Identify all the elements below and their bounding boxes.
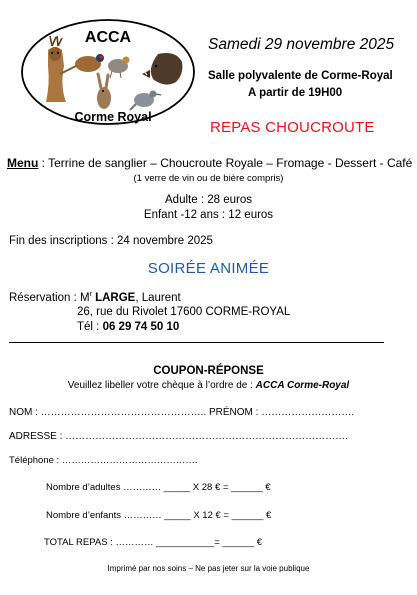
event-time: A partir de 19H00 bbox=[248, 87, 343, 99]
menu-label: Menu bbox=[7, 156, 39, 170]
event-venue: Salle polyvalente de Corme-Royal bbox=[208, 70, 393, 82]
field-adults-count[interactable]: Nombre d’adultes ………… _____ X 28 € = ______ € bbox=[46, 482, 271, 493]
logo-title: ACCA bbox=[84, 29, 132, 46]
soiree-heading: SOIRÉE ANIMÉE bbox=[147, 260, 270, 277]
field-telephone[interactable]: Téléphone : ……………………………………. bbox=[9, 455, 198, 466]
menu-line bbox=[7, 156, 412, 170]
reservation-name: LARGE bbox=[95, 291, 136, 304]
reservation-address: 26, rue du Rivolet 17600 CORME-ROYAL bbox=[77, 306, 291, 318]
registration-deadline: Fin des inscriptions : 24 novembre 2025 bbox=[9, 235, 213, 247]
reservation-first-name: , Laurent bbox=[135, 291, 181, 304]
event-date: Samedi 29 novembre 2025 bbox=[208, 36, 395, 53]
menu-note: (1 verre de vin ou de bière compris) bbox=[133, 173, 284, 184]
reservation-phone-line bbox=[77, 321, 179, 333]
event-title: REPAS CHOUCROUTE bbox=[210, 119, 375, 136]
child-price: Enfant -12 ans : 12 euros bbox=[143, 209, 274, 221]
adult-price: Adulte : 28 euros bbox=[165, 194, 252, 206]
reservation-contact bbox=[9, 291, 181, 304]
cheque-instruction bbox=[0, 380, 417, 391]
field-total[interactable]: TOTAL REPAS : ………… ___________= ______ € bbox=[44, 537, 263, 548]
reservation-superscript: r bbox=[89, 291, 92, 298]
phone-label: Tél : bbox=[77, 321, 103, 333]
menu-items: : Terrine de sanglier – Choucroute Royale – Fromage - Dessert - Café bbox=[38, 156, 413, 170]
phone-number: 06 29 74 50 10 bbox=[102, 321, 180, 333]
field-children-count[interactable]: Nombre d’enfants ………… _____ X 12 € = ______ € bbox=[46, 510, 272, 521]
field-adresse[interactable]: ADRESSE : …………………………………………………………………………. bbox=[9, 431, 348, 442]
cheque-prefix: Veuillez libeller votre chèque à l’ordre de : bbox=[67, 380, 256, 391]
logo-subtitle: Corme Royal bbox=[74, 110, 152, 124]
cut-line bbox=[9, 342, 384, 343]
field-nom-prenom[interactable]: NOM : ………………………………………….. PRÉNOM : ………………………. bbox=[9, 407, 355, 418]
acca-logo bbox=[20, 18, 196, 126]
reservation-prefix: Réservation : M bbox=[9, 291, 90, 304]
coupon-title: COUPON-RÉPONSE bbox=[153, 365, 264, 377]
cheque-payee: ACCA Corme-Royal bbox=[255, 380, 350, 391]
footer-note: Imprimé par nos soins – Ne pas jeter sur la voie publique bbox=[107, 564, 310, 573]
